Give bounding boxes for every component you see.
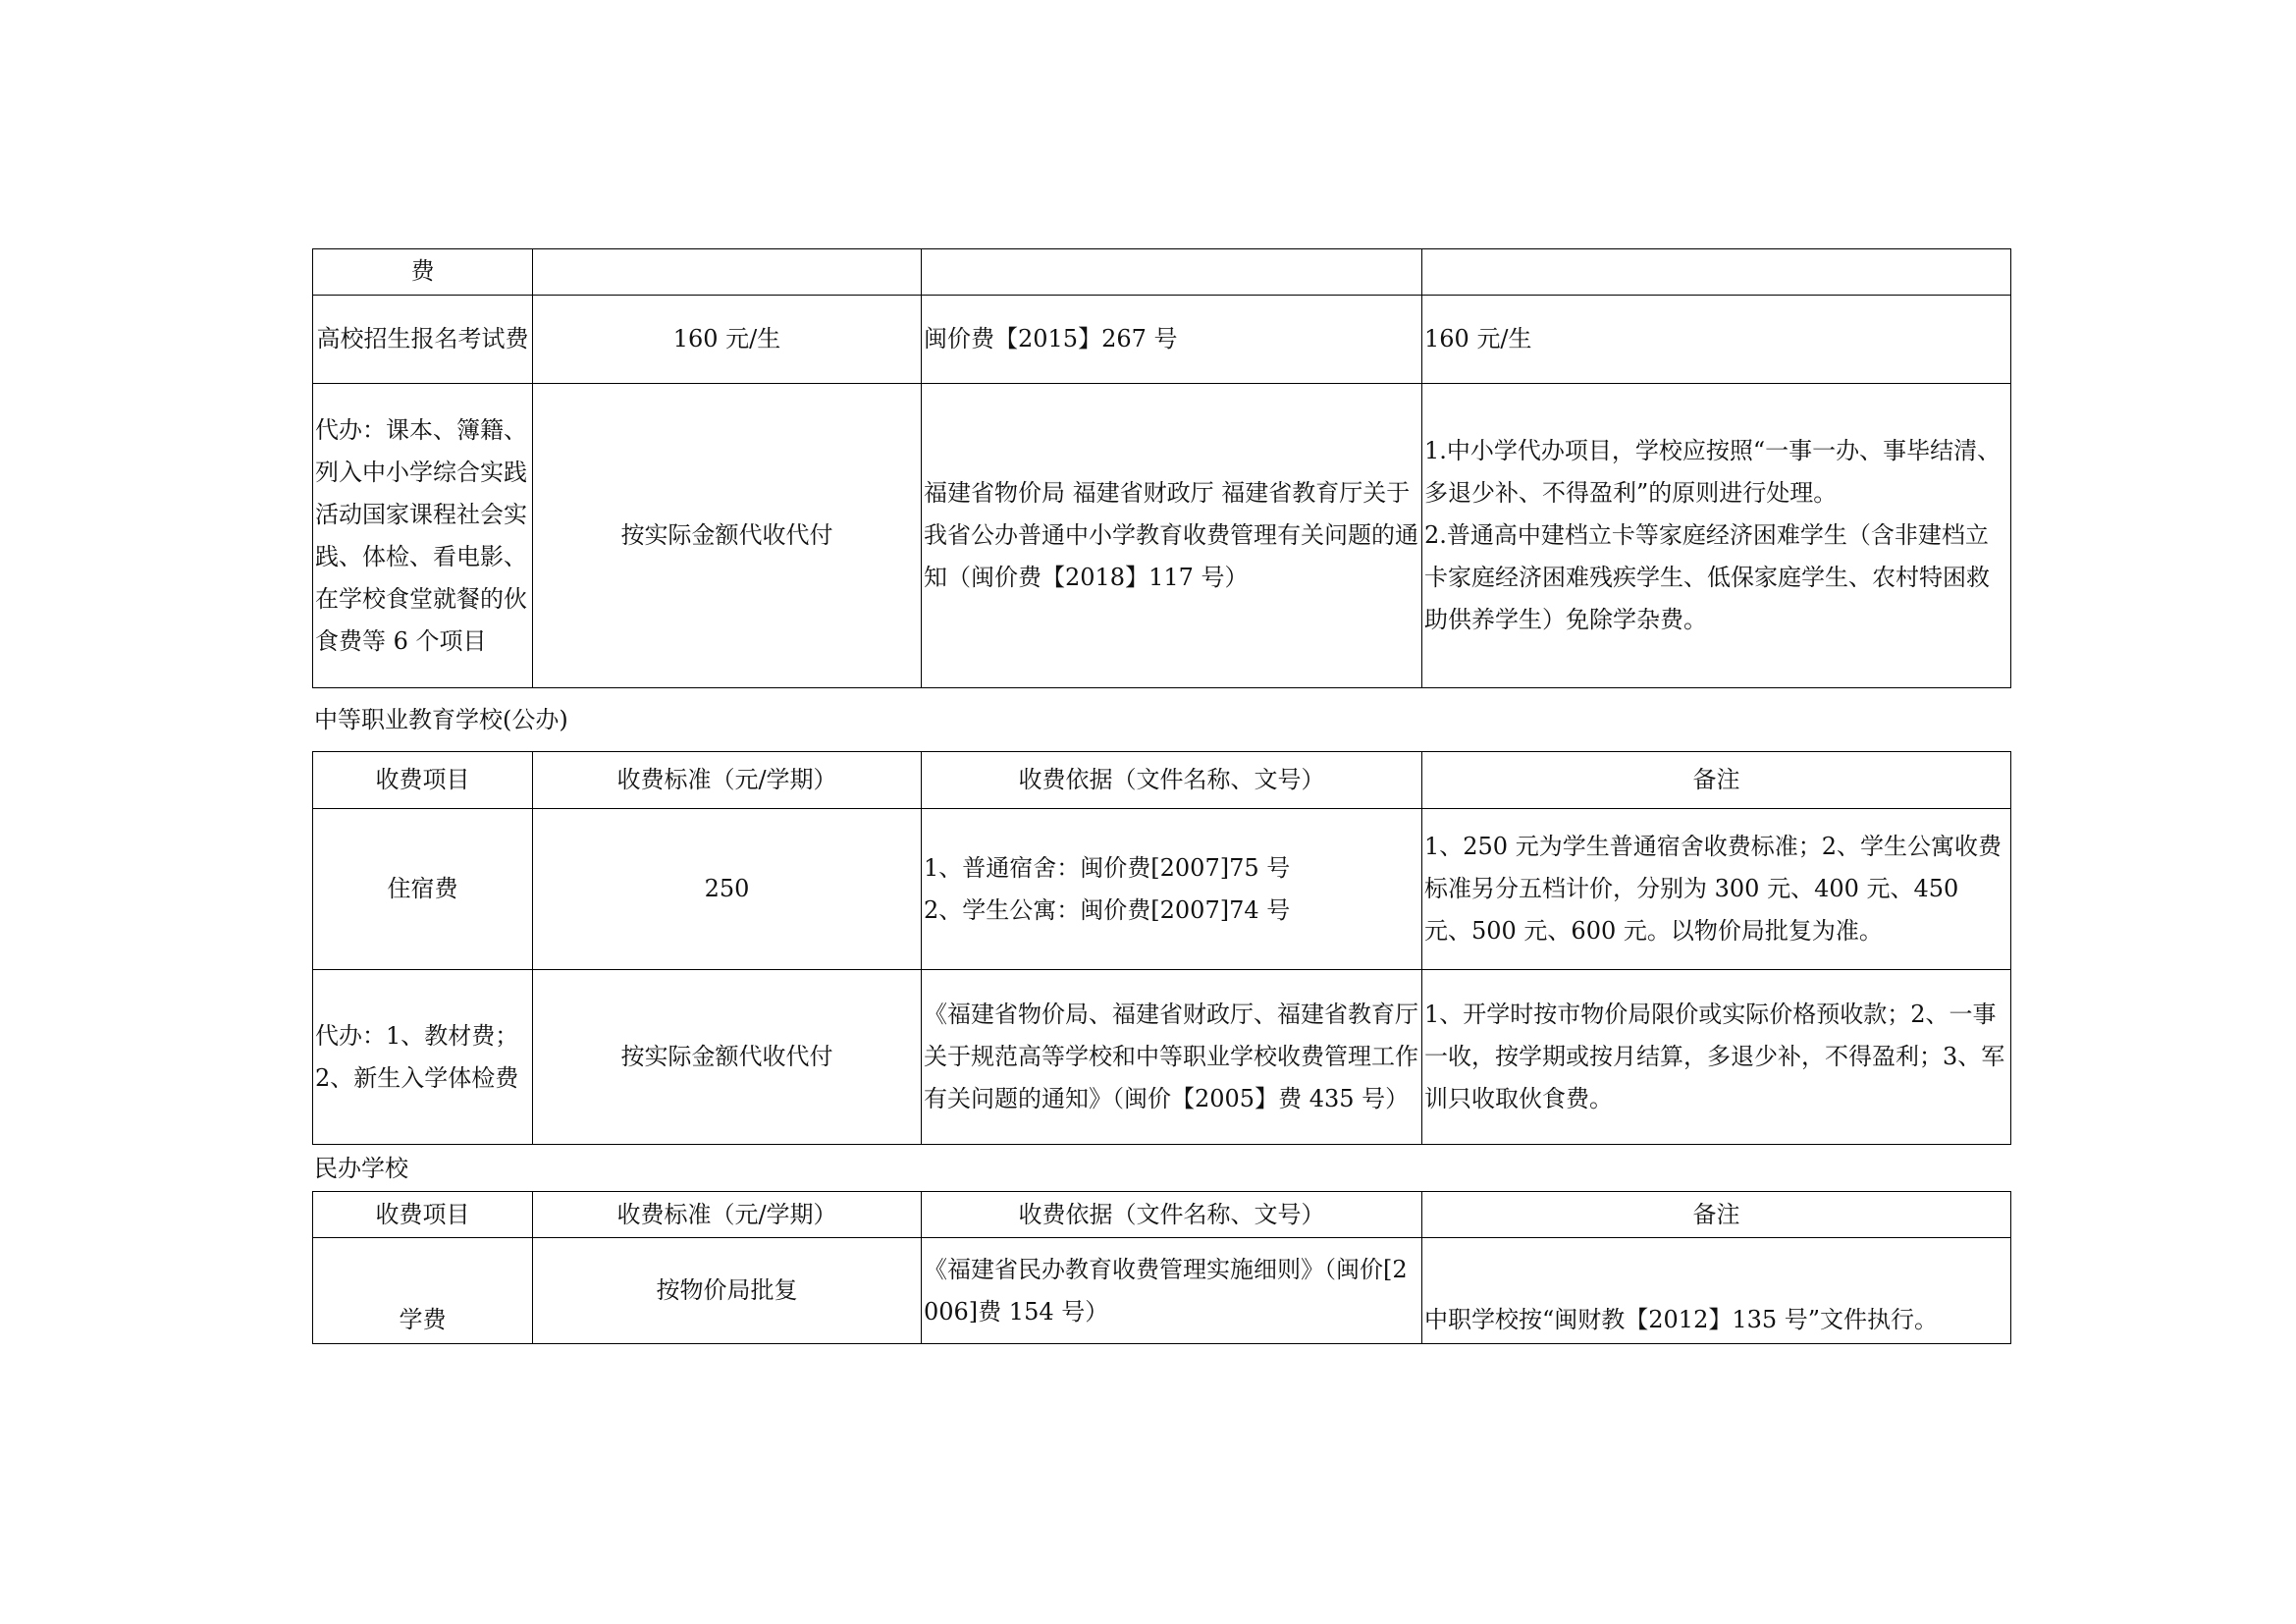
cell-standard: 160 元/生	[533, 296, 922, 384]
table-row	[313, 296, 2011, 384]
note-line: 2.普通高中建档立卡等家庭经济困难学生（含非建档立卡家庭经济困难残疾学生、低保家庭学生、农村特困救助供养学生）免除学杂费。	[1424, 521, 1990, 633]
cell-note	[1422, 384, 2011, 688]
basis-line: 2、学生公寓：闽价费[2007]74 号	[924, 895, 1291, 924]
cell-basis: 《福建省物价局、福建省财政厅、福建省教育厅关于规范高等学校和中等职业学校收费管理工作有关问题的通知》（闽价【2005】费 435 号）	[922, 970, 1422, 1145]
header-item: 收费项目	[313, 752, 533, 809]
cell-standard: 按实际金额代收代付	[533, 384, 922, 688]
header-standard: 收费标准（元/学期）	[533, 752, 922, 809]
section-title: 中等职业教育学校(公办)	[314, 706, 568, 733]
cell-basis	[922, 809, 1422, 970]
cell-basis: 《福建省民办教育收费管理实施细则》（闽价[2006]费 154 号）	[922, 1238, 1422, 1344]
cell-item: 代办：课本、簿籍、列入中小学综合实践活动国家课程社会实践、体检、看电影、在学校食堂就餐的伙食费等 6 个项目	[313, 384, 533, 688]
table-row	[313, 249, 2011, 296]
cell-item: 住宿费	[313, 809, 533, 970]
header-basis: 收费依据（文件名称、文号）	[922, 1192, 1422, 1238]
table-row	[313, 1238, 2011, 1344]
cell-item: 学费	[313, 1238, 533, 1344]
table-vocational	[312, 751, 2011, 1145]
cell-standard	[533, 249, 922, 296]
cell-note: 1、开学时按市物价局限价或实际价格预收款；2、一事一收，按学期或按月结算，多退少补，不得盈利；3、军训只收取伙食费。	[1422, 970, 2011, 1145]
header-item: 收费项目	[313, 1192, 533, 1238]
cell-item: 代办：1、教材费；2、新生入学体检费	[313, 970, 533, 1145]
cell-standard: 按物价局批复	[533, 1238, 922, 1344]
cell-basis	[922, 249, 1422, 296]
cell-note	[1422, 249, 2011, 296]
table-header-row	[313, 752, 2011, 809]
table-header-row	[313, 1192, 2011, 1238]
table-row	[313, 384, 2011, 688]
cell-note: 1、250 元为学生普通宿舍收费标准；2、学生公寓收费标准另分五档计价，分别为 300 元、400 元、450 元、500 元、600 元。以物价局批复为准。	[1422, 809, 2011, 970]
cell-item: 费	[313, 249, 533, 296]
cell-standard: 250	[533, 809, 922, 970]
basis-line: 1、普通宿舍：闽价费[2007]75 号	[924, 853, 1291, 882]
section-title: 民办学校	[314, 1155, 408, 1182]
cell-note: 160 元/生	[1422, 296, 2011, 384]
table-row	[313, 970, 2011, 1145]
header-note: 备注	[1422, 752, 2011, 809]
cell-basis: 闽价费【2015】267 号	[922, 296, 1422, 384]
header-note: 备注	[1422, 1192, 2011, 1238]
cell-item: 高校招生报名考试费	[313, 296, 533, 384]
table-private	[312, 1191, 2011, 1344]
table-row	[313, 809, 2011, 970]
cell-standard: 按实际金额代收代付	[533, 970, 922, 1145]
table-continued	[312, 248, 2011, 688]
header-standard: 收费标准（元/学期）	[533, 1192, 922, 1238]
note-line: 1.中小学代办项目，学校应按照“一事一办、事毕结清、多退少补、不得盈利”的原则进行处理。	[1424, 437, 2002, 507]
cell-basis: 福建省物价局 福建省财政厅 福建省教育厅关于我省公办普通中小学教育收费管理有关问题的通知（闽价费【2018】117 号）	[922, 384, 1422, 688]
header-basis: 收费依据（文件名称、文号）	[922, 752, 1422, 809]
cell-note: 中职学校按“闽财教【2012】135 号”文件执行。	[1422, 1238, 2011, 1344]
